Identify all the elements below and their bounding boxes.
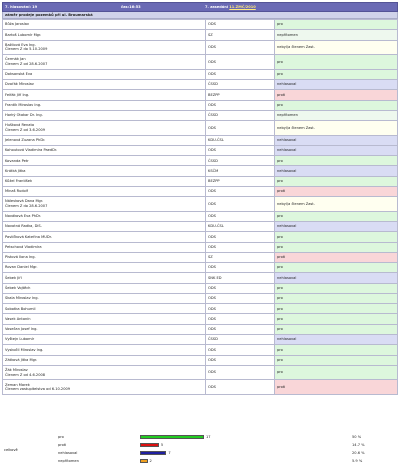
member-vote: nehlasoval [275, 222, 398, 232]
member-row [3, 324, 398, 334]
member-row [3, 121, 398, 136]
member-party: SNK ED [206, 273, 275, 283]
summary-row [58, 450, 398, 456]
member-name [3, 79, 206, 89]
member-party: BEZPP [206, 90, 275, 100]
member-name [3, 365, 206, 380]
member-vote: pro [275, 365, 398, 380]
member-row [3, 380, 398, 395]
member-vote: pro [275, 324, 398, 334]
member-name-line: Petschová Vladimíra [5, 244, 42, 249]
member-party: ODS [206, 365, 275, 380]
member-name [3, 40, 206, 55]
member-row [3, 263, 398, 273]
member-name [3, 69, 206, 79]
summary-percent: 14.7 % [352, 443, 365, 447]
member-vote: pro [275, 55, 398, 70]
member-party: ODS [206, 242, 275, 252]
member-vote: nebyl/a členem Zast. [275, 40, 398, 55]
member-vote: nehlasoval [275, 273, 398, 283]
member-name-line: Nováková Eva PhDr. [5, 214, 42, 219]
member-vote: pro [275, 211, 398, 221]
member-vote: pro [275, 156, 398, 166]
member-party: ODS [206, 20, 275, 30]
member-party: ODS [206, 283, 275, 293]
member-name [3, 156, 206, 166]
member-note: Členem Z od 4.6.2008 [5, 372, 46, 377]
member-name-line: Zátková Jitka Mgr. [5, 357, 38, 362]
member-vote: nebyl/a členem Zast. [275, 121, 398, 136]
summary-row [58, 442, 398, 448]
summary-count: 5 [160, 443, 164, 447]
member-name [3, 293, 206, 303]
summary-bar [140, 459, 148, 463]
member-name [3, 355, 206, 365]
member-note: Členem Z do 5.10.2009 [5, 47, 48, 52]
member-party: ODS [206, 197, 275, 212]
member-party: ODS [206, 100, 275, 110]
member-row [3, 222, 398, 232]
summary-category: nehlasoval [58, 451, 78, 455]
member-name-line: Frantík Miroslav Ing. [5, 102, 42, 107]
summary-category: proti [58, 443, 67, 447]
member-party: ODS [206, 145, 275, 155]
member-row [3, 252, 398, 262]
member-party: BEZPP [206, 176, 275, 186]
member-party: KSČM [206, 166, 275, 176]
summary-percent: 20.6 % [352, 451, 365, 455]
member-name-line: Sobotka Bohumil [5, 306, 36, 311]
summary-count: 17 [206, 435, 211, 439]
summary-category: nepřítomen [58, 459, 79, 463]
member-row [3, 69, 398, 79]
member-row [3, 20, 398, 30]
member-vote: proti [275, 186, 398, 196]
member-name-line: Bůža Jaroslav [5, 22, 30, 27]
members-table [2, 19, 398, 395]
member-row [3, 211, 398, 221]
member-name-line: Jelenová Zuzana PhDr. [5, 137, 46, 142]
vote-number: 7. hlasování: 19 [5, 5, 38, 9]
member-name [3, 242, 206, 252]
member-name [3, 273, 206, 283]
member-name [3, 100, 206, 110]
member-vote: pro [275, 293, 398, 303]
member-name-line: Bažilová Eva Ing. [5, 42, 36, 47]
member-name-line: Žák Miroslav [5, 368, 28, 373]
member-name-line: Hušková Renata [5, 123, 35, 128]
member-row [3, 242, 398, 252]
member-party: ODS [206, 314, 275, 324]
member-note: Členem Z od 28.6.2007 [5, 61, 48, 66]
member-name [3, 263, 206, 273]
member-party: ODS [206, 232, 275, 242]
member-name-line: Pavlíčková Kateřina MUDr. [5, 234, 52, 239]
member-name [3, 345, 206, 355]
member-row [3, 355, 398, 365]
summary-percent: 5.9 % [352, 459, 363, 463]
member-name [3, 176, 206, 186]
member-name [3, 211, 206, 221]
member-name [3, 324, 206, 334]
member-row [3, 30, 398, 40]
member-party: ODS [206, 121, 275, 136]
member-party: SZ [206, 252, 275, 262]
member-vote: pro [275, 283, 398, 293]
member-vote: nehlasoval [275, 166, 398, 176]
member-name-line: Krátká Jitka [5, 168, 26, 173]
member-vote: nehlasoval [275, 145, 398, 155]
summary-bar [140, 443, 159, 447]
member-vote: pro [275, 100, 398, 110]
member-row [3, 314, 398, 324]
vote-header [2, 2, 398, 12]
member-party: ČSSD [206, 110, 275, 120]
member-name-line: Kovanda Petr [5, 158, 29, 163]
summary-row [58, 458, 398, 464]
member-name-line: Rovan Daniel Mgr. [5, 265, 38, 270]
member-name [3, 20, 206, 30]
member-note: Členem zastupitelstva od 6.10.2009 [5, 387, 71, 392]
member-party: ODS [206, 380, 275, 395]
member-name-line: Dvořák Miroslav [5, 82, 34, 87]
member-name [3, 121, 206, 136]
member-name [3, 304, 206, 314]
member-row [3, 145, 398, 155]
member-row [3, 283, 398, 293]
member-row [3, 55, 398, 70]
member-vote: pro [275, 20, 398, 30]
member-party: KDU-ČSL [206, 222, 275, 232]
member-note: Členem Z do 28.6.2007 [5, 204, 48, 209]
member-row [3, 156, 398, 166]
member-note: Členem Z od 3.6.2009 [5, 127, 46, 132]
member-row [3, 273, 398, 283]
member-party: ODS [206, 355, 275, 365]
member-vote: nepřítomen [275, 30, 398, 40]
member-party: ODS [206, 55, 275, 70]
member-row [3, 232, 398, 242]
summary-bar [140, 435, 204, 439]
member-name [3, 252, 206, 262]
member-name-line: Doksanská Eva [5, 72, 33, 77]
member-party: ODS [206, 186, 275, 196]
member-party: ODS [206, 324, 275, 334]
member-name-line: Vosečan Josef Ing. [5, 327, 38, 332]
member-name [3, 186, 206, 196]
member-party: ČSSD [206, 335, 275, 345]
member-name [3, 166, 206, 176]
member-name [3, 380, 206, 395]
member-vote: pro [275, 314, 398, 324]
vote-time: čas:16:53 [121, 5, 141, 9]
member-vote: pro [275, 355, 398, 365]
member-vote: pro [275, 242, 398, 252]
member-name-line: Čermák Jan [5, 57, 26, 62]
member-name-line: Minaš Rudolf [5, 189, 28, 194]
member-vote: nepřítomen [275, 110, 398, 120]
member-name-line: Horký Otakar Dr. Ing. [5, 113, 43, 118]
member-party: ČSSD [206, 156, 275, 166]
member-vote: nehlasoval [275, 135, 398, 145]
member-name-line: Šebek Vojtěch [5, 286, 31, 291]
member-name-line: Vasek Antonín [5, 316, 31, 321]
member-party: KDU-ČSL [206, 135, 275, 145]
member-name [3, 55, 206, 70]
summary-count: 7 [168, 451, 171, 455]
summary-label: celkově [4, 448, 18, 452]
member-name [3, 30, 206, 40]
member-name [3, 232, 206, 242]
member-row [3, 335, 398, 345]
member-name [3, 283, 206, 293]
member-name-line: Kůžel František [5, 179, 33, 184]
member-party: ODS [206, 40, 275, 55]
member-vote: pro [275, 69, 398, 79]
member-name-line: Zeman Marek [5, 382, 30, 387]
member-name [3, 314, 206, 324]
member-vote: proti [275, 90, 398, 100]
member-row [3, 79, 398, 89]
member-row [3, 110, 398, 120]
member-party: SZ [206, 30, 275, 40]
member-name-line: Vyštejn Lubomír [5, 337, 35, 342]
member-vote: pro [275, 176, 398, 186]
member-vote: nehlasoval [275, 79, 398, 89]
member-name-line: Kohoutová Vladimíra PaedDr. [5, 148, 58, 153]
member-name-line: Šebek Jiří [5, 275, 22, 280]
summary-bar [140, 451, 166, 455]
member-vote: pro [275, 263, 398, 273]
summary-row [58, 434, 398, 440]
member-name [3, 145, 206, 155]
member-party: ODS [206, 69, 275, 79]
vote-report [2, 2, 398, 395]
summary-category: pro [58, 435, 64, 439]
summary-count: 2 [149, 459, 152, 463]
member-party: ODS [206, 293, 275, 303]
vote-summary [2, 432, 398, 469]
member-vote: pro [275, 304, 398, 314]
member-row [3, 345, 398, 355]
member-name [3, 90, 206, 100]
member-row [3, 304, 398, 314]
member-party: ODS [206, 304, 275, 314]
member-party: ČSSD [206, 79, 275, 89]
member-vote: nehlasoval [275, 335, 398, 345]
member-row [3, 40, 398, 55]
member-name-line: Nálevková Dana Mgr. [5, 199, 44, 204]
member-name [3, 135, 206, 145]
session-label: 7. zasedání [205, 5, 228, 9]
vote-subject: záměr prodeje pozemků při ul. Broumarská [2, 12, 398, 19]
member-row [3, 365, 398, 380]
member-vote: nebyl/a členem Zast. [275, 197, 398, 212]
member-row [3, 293, 398, 303]
member-vote: proti [275, 380, 398, 395]
summary-percent: 50 % [352, 435, 362, 439]
member-name-line: Novotná Radka, DiS. [5, 224, 42, 229]
member-name-line: Skala Miroslav Ing. [5, 296, 39, 301]
member-party: ODS [206, 211, 275, 221]
member-vote: proti [275, 252, 398, 262]
member-row [3, 176, 398, 186]
session-date-link[interactable]: 11.ZMČ/2010 [229, 5, 256, 9]
member-vote: pro [275, 232, 398, 242]
member-party: ODS [206, 345, 275, 355]
member-name [3, 335, 206, 345]
member-party: ODS [206, 263, 275, 273]
member-name-line: Pistová Ilona Ing. [5, 255, 36, 260]
member-row [3, 100, 398, 110]
member-name-line: Feifák Jiří Ing. [5, 92, 30, 97]
member-name [3, 222, 206, 232]
member-name [3, 110, 206, 120]
member-name-line: Vyskočil Miroslav Ing. [5, 347, 44, 352]
member-name [3, 197, 206, 212]
member-row [3, 135, 398, 145]
member-name-line: Bartoš Lubomír Mgr. [5, 32, 42, 37]
member-row [3, 186, 398, 196]
member-vote: pro [275, 345, 398, 355]
session-info [203, 5, 397, 9]
member-row [3, 166, 398, 176]
member-row [3, 197, 398, 212]
member-row [3, 90, 398, 100]
